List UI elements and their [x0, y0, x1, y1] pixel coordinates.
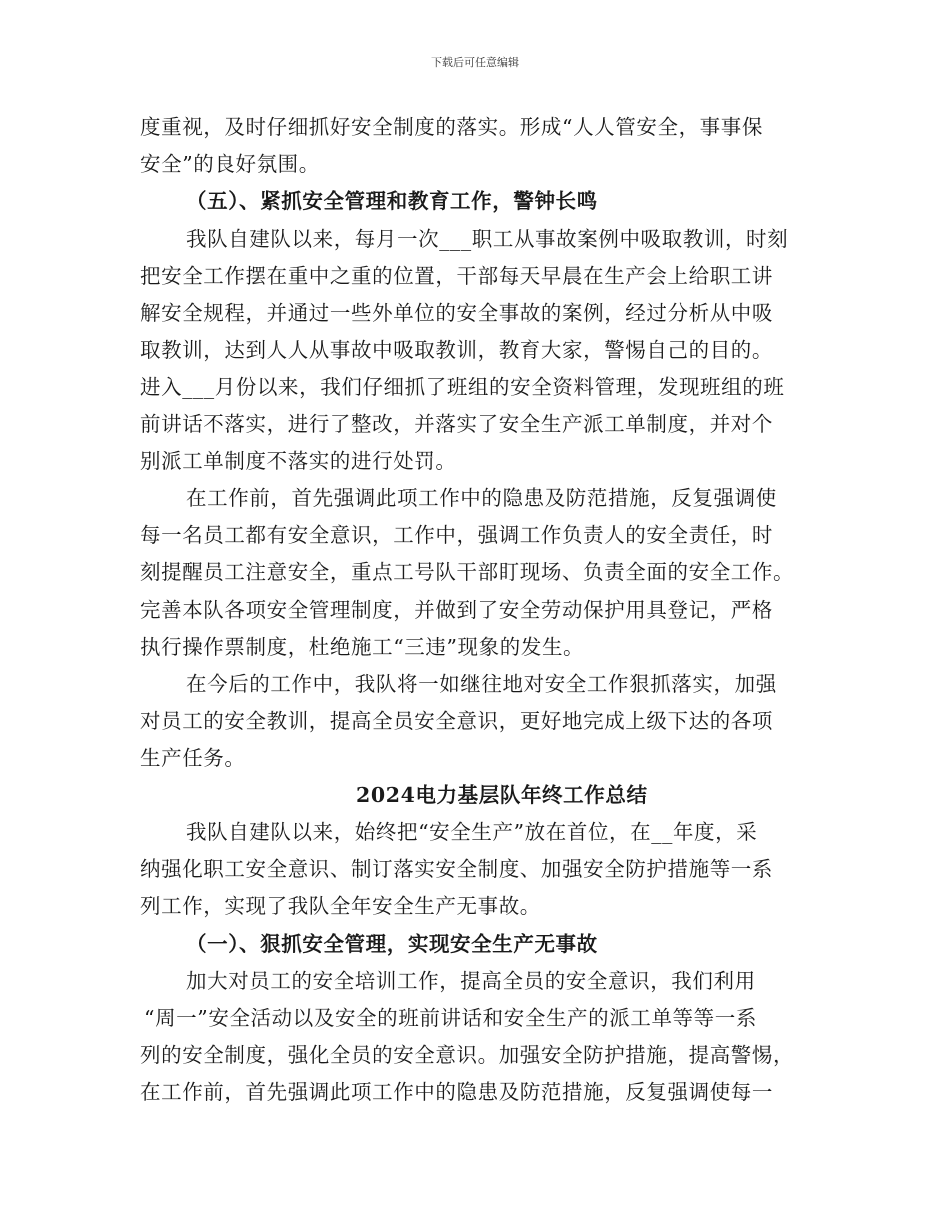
text-line: 每一名员工都有安全意识，工作中，强调工作负责人的安全责任，时	[140, 523, 773, 547]
text-line: 别派工单制度不落实的进行处罚。	[140, 449, 457, 473]
text-line: 在今后的工作中，我队将一如继往地对安全工作狠抓落实，加强	[186, 672, 777, 696]
text-line: 在工作前，首先强调此项工作中的隐患及防范措施，反复强调使	[186, 486, 777, 510]
text-line: 度重视，及时仔细抓好安全制度的落实。形成“人人管安全，事事保	[140, 115, 763, 139]
text-line: 进入___月份以来，我们仔细抓了班组的安全资料管理，发现班组的班	[140, 375, 785, 399]
text-line: 生产任务。	[140, 746, 246, 770]
text-line: 取教训，达到人人从事故中吸取教训，教育大家，警惕自己的目的。	[140, 338, 773, 362]
text-line: “周一”安全活动以及安全的班前讲话和安全生产的派工单等等一系	[144, 1006, 757, 1030]
text-line: 在工作前，首先强调此项工作中的隐患及防范措施，反复强调使每一	[140, 1080, 773, 1104]
text-line: 完善本队各项安全管理制度，并做到了安全劳动保护用具登记，严格	[140, 598, 773, 622]
text-line: 前讲话不落实，进行了整改，并落实了安全生产派工单制度，并对个	[140, 412, 773, 436]
section-heading: （五）、紧抓安全管理和教育工作，警钟长鸣	[186, 189, 598, 213]
text-line: 把安全工作摆在重中之重的位置，干部每天早晨在生产会上给职工讲	[140, 264, 773, 288]
text-line: 加大对员工的安全培训工作，提高全员的安全意识，我们利用	[186, 969, 756, 993]
text-line: 列工作，实现了我队全年安全生产无事故。	[140, 894, 541, 918]
section-heading: （一）、狠抓安全管理，实现安全生产无事故	[186, 932, 598, 956]
text-line: 安全”的良好氛围。	[140, 152, 320, 176]
text-line: 列的安全制度，强化全员的安全意识。加强安全防护措施，提高警惕，	[140, 1043, 795, 1067]
page-header-note: 下载后可任意编辑	[431, 56, 519, 69]
document-title: 2024电力基层队年终工作总结	[356, 783, 648, 807]
text-line: 解安全规程，并通过一些外单位的安全事故的案例，经过分析从中吸	[140, 301, 773, 325]
text-line: 执行操作票制度，杜绝施工“三违”现象的发生。	[140, 635, 585, 659]
text-line: 对员工的安全教训，提高全员安全意识，更好地完成上级下达的各项	[140, 709, 773, 733]
text-line: 我队自建队以来，始终把“安全生产”放在首位，在__年度，采	[186, 820, 758, 844]
text-line: 我队自建队以来，每月一次___职工从事故案例中吸取教训，时刻	[186, 227, 789, 251]
text-line: 刻提醒员工注意安全，重点工号队干部盯现场、负责全面的安全工作。	[140, 560, 795, 584]
text-line: 纳强化职工安全意识、制订落实安全制度、加强安全防护措施等一系	[140, 857, 773, 881]
